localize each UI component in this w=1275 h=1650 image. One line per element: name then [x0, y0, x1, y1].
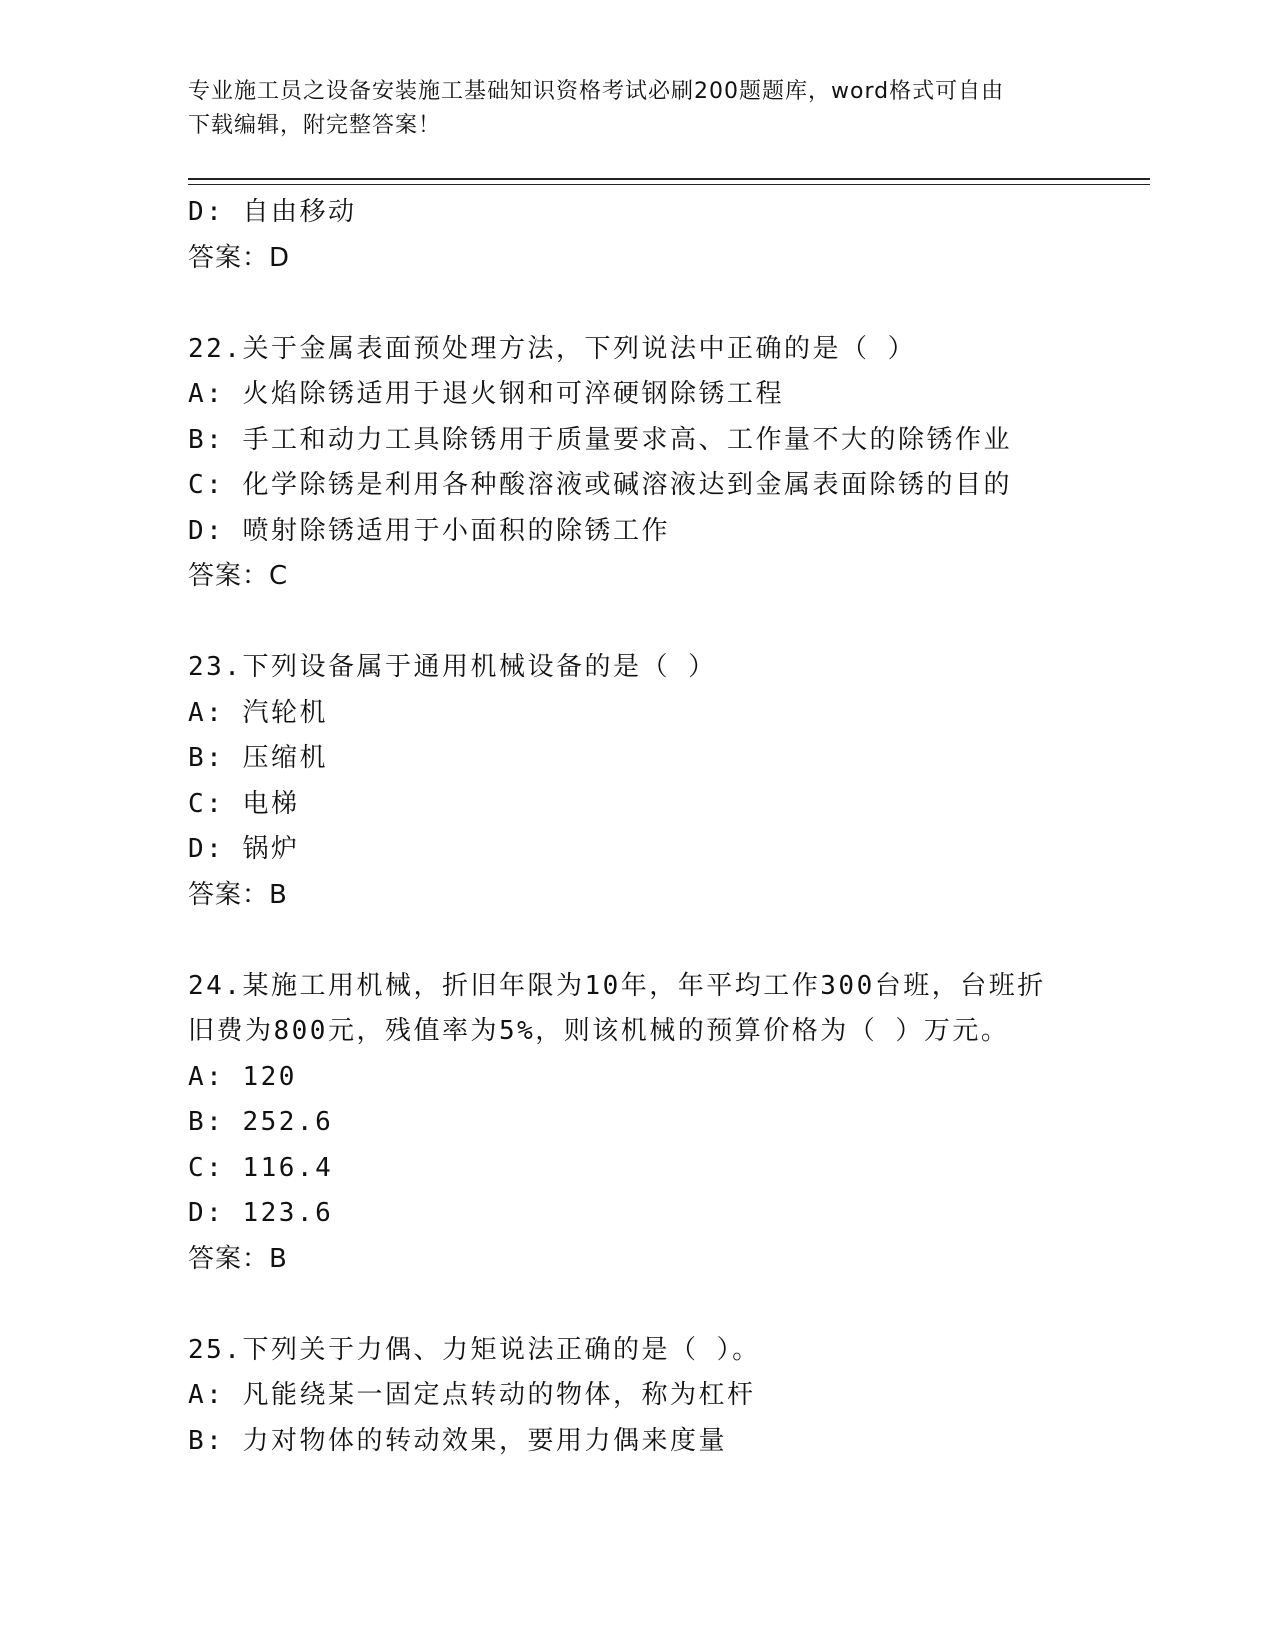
q23-answer: 答案：B [188, 879, 288, 910]
q24-option-c: C: 116.4 [188, 1152, 334, 1183]
q22-answer: 答案：C [188, 561, 289, 591]
q24-answer: 答案：B [188, 1243, 288, 1274]
q22-stem: 22.关于金属表面预处理方法，下列说法中正确的是（ ） [188, 333, 917, 364]
q24-option-a: A: 120 [188, 1061, 297, 1092]
q25-option-b: B: 力对物体的转动效果，要用力偶来度量 [188, 1425, 727, 1456]
q22-option-a: A: 火焰除锈适用于退火钢和可淬硬钢除锈工程 [188, 379, 784, 409]
q23-option-b: B: 压缩机 [188, 743, 328, 773]
prev-answer: 答案：D [188, 242, 291, 273]
header-line-2: 下载编辑，附完整答案！ [188, 113, 442, 138]
q24-option-d: D: 123.6 [188, 1198, 334, 1228]
q24-option-b: B: 252.6 [188, 1107, 334, 1137]
q25-option-a: A: 凡能绕某一固定点转动的物体，称为杠杆 [188, 1380, 756, 1410]
spacer [188, 918, 1118, 964]
header-line-1: 专业施工员之设备安装施工基础知识资格考试必刷200题题库，word格式可自由 [188, 79, 1005, 104]
q23-option-d: D: 锅炉 [188, 834, 300, 864]
q23-option-a: A: 汽轮机 [188, 697, 328, 728]
document-header [188, 75, 1088, 143]
q25-stem: 25.下列关于力偶、力矩说法正确的是（ ）。 [188, 1334, 761, 1365]
prev-option-d: D: 自由移动 [188, 197, 357, 227]
q23-stem: 23.下列设备属于通用机械设备的是（ ） [188, 652, 717, 682]
q23-option-c: C: 电梯 [188, 788, 300, 819]
question-body [188, 190, 1118, 1464]
spacer [188, 281, 1118, 327]
q24-stem-line-2: 旧费为800元，残值率为5%，则该机械的预算价格为（ ）万元。 [188, 1016, 1010, 1046]
q22-option-c: C: 化学除锈是利用各种酸溶液或碱溶液达到金属表面除锈的目的 [188, 470, 1012, 500]
q22-option-d: D: 喷射除锈适用于小面积的除锈工作 [188, 515, 670, 546]
q22-option-b: B: 手工和动力工具除锈用于质量要求高、工作量不大的除锈作业 [188, 424, 1012, 455]
header-rule-thin [188, 184, 1150, 185]
q24-stem-line-1: 24.某施工用机械，折旧年限为10年，年平均工作300台班，台班折 [188, 970, 1046, 1001]
spacer [188, 1282, 1118, 1328]
header-rule-thick [188, 178, 1150, 180]
spacer [188, 600, 1118, 646]
